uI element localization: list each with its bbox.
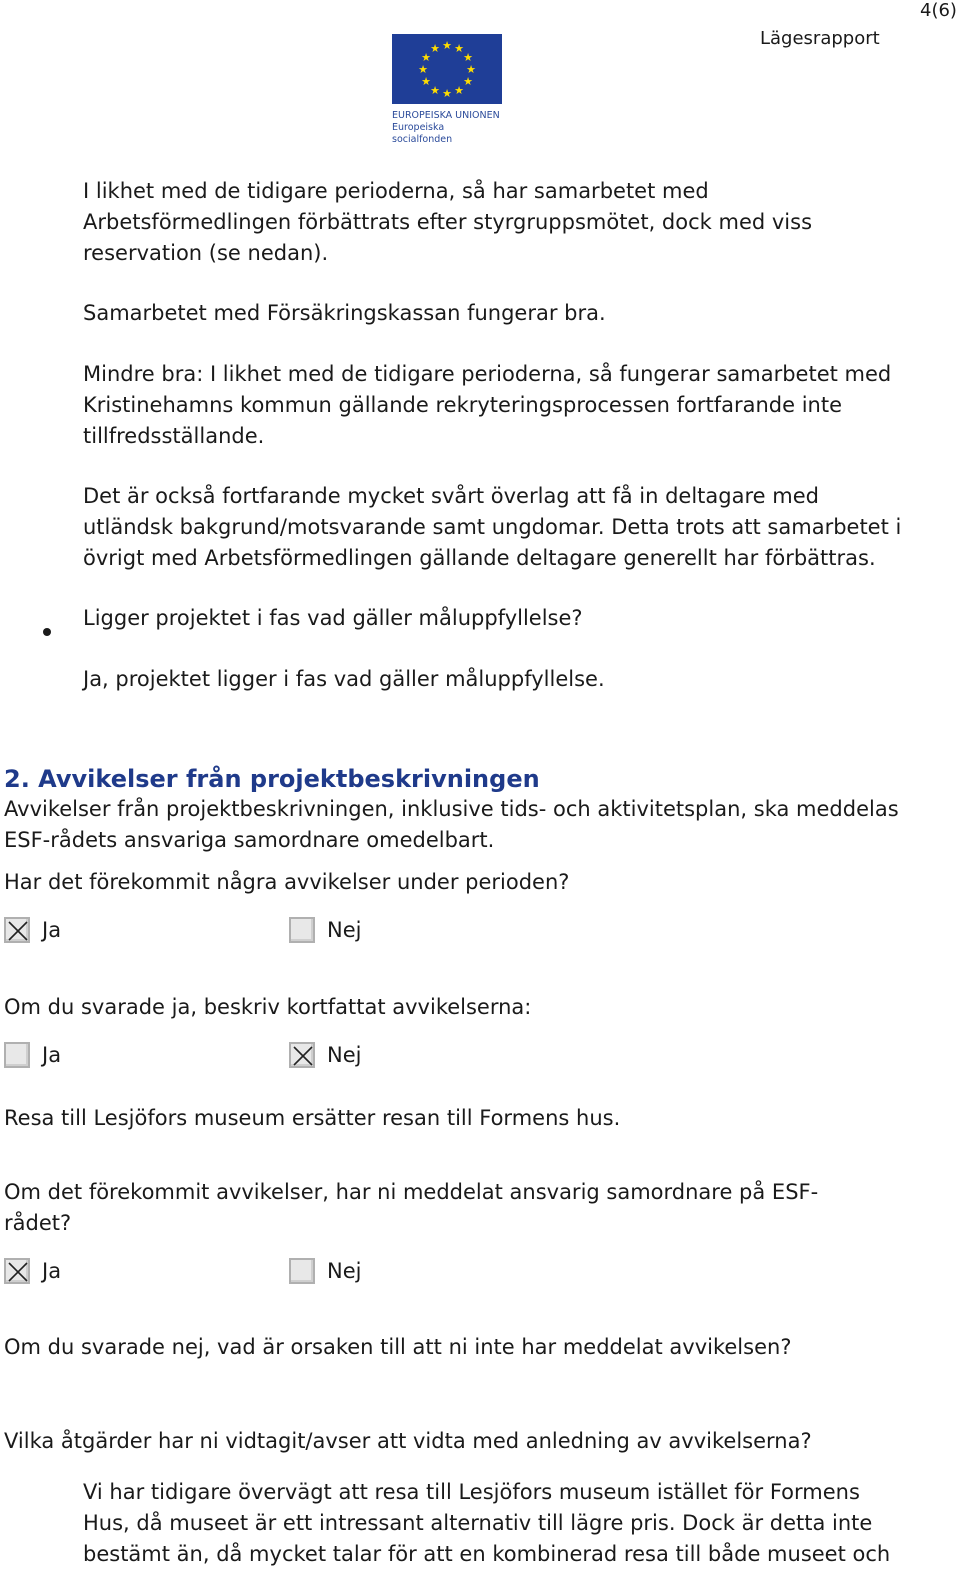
q3-ja-label: Ja [42, 1259, 62, 1283]
svg-text:★: ★ [466, 63, 476, 76]
question-2-options [4, 1042, 604, 1076]
document-type-label: Lägesrapport [760, 28, 880, 49]
svg-text:★: ★ [430, 84, 440, 97]
svg-text:★: ★ [421, 75, 431, 88]
eu-flag-icon [392, 34, 502, 104]
svg-text:★: ★ [442, 87, 452, 100]
q1-nej-checkbox[interactable] [289, 917, 315, 943]
section-heading: 2. Avvikelser från projektbeskrivningen [4, 765, 540, 793]
q3-nej-label: Nej [327, 1259, 362, 1283]
svg-text:★: ★ [418, 63, 428, 76]
svg-text:★: ★ [430, 42, 440, 55]
intro-paragraph-1: I likhet med de tidigare perioderna, så har samarbetet med Arbetsförmedlingen förbättrats efter styrgruppsmötet, dock med viss reservation (se nedan). [83, 179, 813, 265]
logo-line-2: Europeiska socialfonden [392, 122, 453, 145]
question-2-answer: Resa till Lesjöfors museum ersätter resan till Formens hus. [4, 1106, 621, 1130]
svg-text:★: ★ [463, 75, 473, 88]
svg-text:★: ★ [421, 51, 431, 64]
question-2: Om du svarade ja, beskriv kortfattat avvikelserna: [4, 995, 532, 1019]
svg-text:★: ★ [442, 39, 452, 52]
question-3-options [4, 1258, 604, 1292]
question-5-answer: Vi har tidigare övervägt att resa till Lesjöfors museum istället för Formens Hus, då museet är ett intressant alternativ till lägre pris. Dock är detta inte bestämt än, då mycket talar för att en kombinerad resa till både museet och [83, 1480, 891, 1566]
bullet-answer: Ja, projektet ligger i fas vad gäller måluppfyllelse. [83, 667, 605, 691]
q2-ja-checkbox[interactable] [4, 1042, 30, 1068]
question-1: Har det förekommit några avvikelser under perioden? [4, 870, 570, 894]
eu-logo [392, 34, 504, 146]
eu-stars-icon [392, 34, 502, 104]
intro-paragraph-2: Samarbetet med Försäkringskassan fungerar bra. [83, 301, 606, 325]
q3-nej-checkbox[interactable] [289, 1258, 315, 1284]
q1-ja-checkbox[interactable] [4, 917, 30, 943]
question-3: Om det förekommit avvikelser, har ni meddelat ansvarig samordnare på ESF- rådet? [4, 1180, 819, 1235]
q1-ja-label: Ja [42, 918, 62, 942]
q2-nej-label: Nej [327, 1043, 362, 1067]
bullet-icon [43, 628, 51, 636]
question-1-options [4, 917, 604, 951]
section-intro: Avvikelser från projektbeskrivningen, inklusive tids- och aktivitetsplan, ska meddelas ESF-rådets ansvariga samordnare omedelbart. [4, 797, 899, 852]
bullet-question: Ligger projektet i fas vad gäller måluppfyllelse? [83, 606, 583, 630]
svg-text:★: ★ [463, 51, 473, 64]
question-4: Om du svarade nej, vad är orsaken till att ni inte har meddelat avvikelsen? [4, 1335, 792, 1359]
intro-paragraph-3: Mindre bra: I likhet med de tidigare perioderna, så fungerar samarbetet med Kristinehamns kommun gällande rekryteringsprocessen fortfarande inte tillfredsställande. [83, 362, 892, 448]
intro-paragraph-4: Det är också fortfarande mycket svårt överlag att få in deltagare med utländsk bakgrund/motsvarande samt ungdomar. Detta trots att samarbetet i övrigt med Arbetsförmedlingen gällande deltagare generellt har förbättras. [83, 484, 902, 570]
q2-ja-label: Ja [42, 1043, 62, 1067]
page-number: 4(6) [920, 0, 957, 21]
q1-nej-label: Nej [327, 918, 362, 942]
q3-ja-checkbox[interactable] [4, 1258, 30, 1284]
q2-nej-checkbox[interactable] [289, 1042, 315, 1068]
question-5: Vilka åtgärder har ni vidtagit/avser att vidta med anledning av avvikelserna? [4, 1429, 812, 1453]
logo-line-1: EUROPEISKA UNIONEN [392, 110, 500, 121]
svg-text:★: ★ [454, 42, 464, 55]
svg-text:★: ★ [454, 84, 464, 97]
